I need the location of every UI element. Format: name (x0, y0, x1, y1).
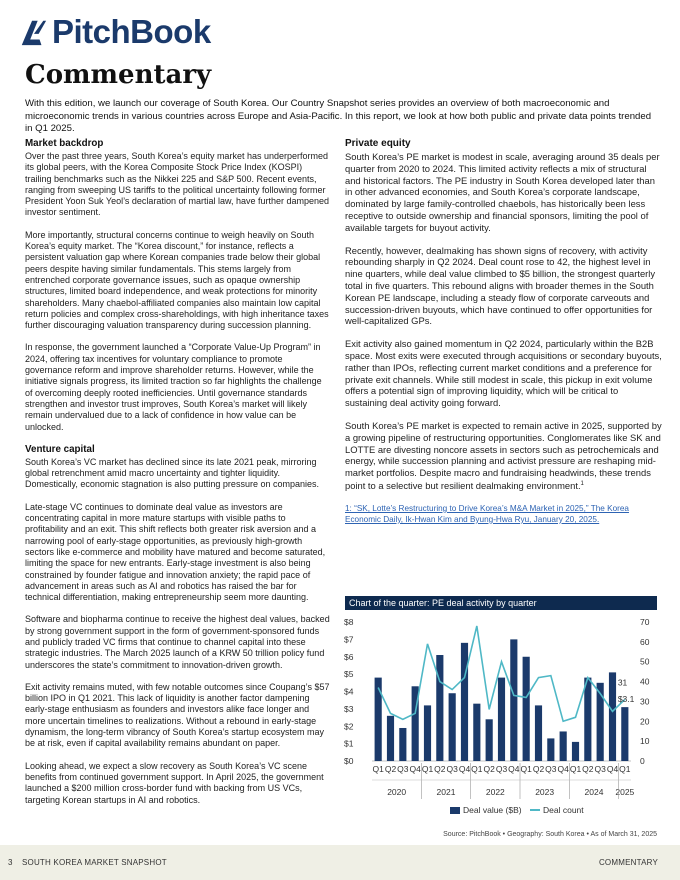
bar (510, 639, 517, 761)
x-tick-label: Q3 (397, 764, 409, 774)
left-column (25, 138, 330, 817)
bar (535, 705, 542, 761)
y-tick-right: 70 (640, 617, 650, 627)
x-tick-label: Q1 (520, 764, 532, 774)
bar (424, 705, 431, 761)
y-tick-right: 30 (640, 696, 650, 707)
y-tick-left: $4 (344, 686, 354, 697)
year-label: 2021 (436, 787, 456, 797)
bar (621, 707, 628, 761)
x-tick-label: Q4 (409, 764, 421, 774)
bar (473, 704, 480, 761)
x-tick-label: Q2 (483, 764, 495, 774)
paragraph: Late-stage VC continues to dominate deal value as investors are concentrating capital in more mature startups with visible paths to profitability and an exit. This shift reflects both greater risk aversion and a narrowing pool of early-stage opportunities, as previously high-growth sectors like e-commerce and mobility have matured and become saturated, limiting the space for new entrants. Early-stage investment is also being constrained by founder fatigue and innovation anxiety; the rapid pace of advancement in areas such as AI and robotics has raised the bar for technical differentiation, making entrepreneurship seem more daunting. (25, 501, 326, 603)
paragraph: Software and biopharma continue to receive the highest deal values, backed by strong government support in the form of government-sponsored funds and publicly traded VC firms that continue to channel capital into these strategic industries. The March 2025 launch of a KRW 50 trillion policy fund underscores the state’s commitment to innovation-driven growth. (25, 614, 330, 670)
x-tick-label: Q2 (434, 764, 446, 774)
paragraph: South Korea’s VC market has declined since its late 2021 peak, mirroring global retrenchment amid macro uncertainty and tighter liquidity. Domestically, economic stagnation is also putting pressure on companies. (25, 456, 319, 490)
bar (449, 693, 456, 761)
pitchbook-logo-icon (18, 17, 48, 47)
y-tick-left: $0 (344, 756, 354, 766)
bar (584, 678, 591, 761)
bar (461, 643, 468, 761)
y-tick-right: 40 (640, 676, 650, 687)
paragraph: Looking ahead, we expect a slow recovery as South Korea’s VC scene benefits from continued government support. In April 2025, the government launched a $200 million cross-border fund with backing from US VCs, targeting Korean startups in AI and robotics. (25, 760, 324, 805)
bar (560, 731, 567, 761)
x-tick-label: Q3 (545, 764, 557, 774)
x-tick-label: Q2 (384, 764, 397, 774)
bar (547, 738, 554, 761)
y-tick-left: $5 (344, 669, 354, 680)
x-tick-label: Q1 (471, 764, 483, 774)
x-tick-label: Q3 (594, 764, 606, 774)
x-tick-label: Q4 (508, 764, 520, 774)
section-heading-venture-capital: Venture capital (25, 443, 95, 455)
paragraph: Exit activity remains muted, with few notable outcomes since Coupang’s $57 billion IPO in Q1 2021. This lack of liquidity is another factor dampening early-stage enthusiasm as founders and investors alike face longer and more uncertain timelines to realizations. Without a rebound in early-stage dynamism, the long-term vibrancy of South Korea’s startup ecosystem may be at risk, even if capital availability remains abundant on paper. (25, 681, 330, 749)
y-tick-left: $8 (344, 617, 354, 627)
y-tick-left: $6 (344, 651, 354, 662)
x-tick-label: Q4 (606, 764, 619, 774)
y-tick-right: 20 (640, 716, 650, 727)
x-tick-label: Q1 (569, 764, 582, 774)
y-tick-right: 10 (640, 736, 650, 747)
paragraph: Recently, however, dealmaking has shown signs of recovery, with activity rebounding sharply in Q2 2024. Deal count rose to 42, the highest level in nine quarters, while deal value climbed to $5 billion, the strongest quarterly total in five quarters. This rebound aligns with broader themes in the South Korean PE landscape, including a steady flow of corporate carveouts and succession-driven buyouts, which have continued to offer opportunities for well-capitalized GPs. (345, 244, 656, 327)
year-label: 2025 (615, 787, 635, 797)
x-tick-label: Q3 (446, 764, 458, 774)
right-column (345, 138, 663, 525)
bar (523, 657, 530, 761)
bar (572, 742, 579, 761)
bar (486, 719, 493, 761)
paragraph: South Korea’s PE market is modest in scale, averaging around 35 deals per quarter from 2020 to 2024. This limited activity reflects a mix of structural and historical factors. The PE industry in South Korea developed later than in other advanced economies, and South Korea’s corporate landscape, dominated by large family-controlled chaebols, has historically been less receptive to outside ownership and financial sponsors, limiting the pool of available targets for buyout activity. (345, 151, 660, 233)
y-tick-left: $3 (344, 703, 354, 714)
line-data-label: 31 (617, 677, 628, 688)
y-tick-right: 60 (640, 636, 650, 647)
pitchbook-logo (18, 12, 211, 52)
page-title: Commentary (25, 60, 212, 90)
x-tick-label: Q4 (557, 764, 569, 774)
x-tick-label: Q2 (582, 764, 594, 774)
page-footer (0, 845, 680, 880)
paragraph: Exit activity also gained momentum in Q2 2024, particularly within the B2B space. Most exits were executed through acquisitions or secondary buyouts, rather than IPOs, reflecting current market conditions and a preference for private exit channels. While still modest in scale, this pickup in exit volume offers a potential sign of improving liquidity, which will be critical to sustaining deal activity going forward. (345, 338, 662, 409)
legend-label: Deal count (543, 805, 584, 815)
paragraph: Over the past three years, South Korea’s equity market has underperformed its global peers, with the Korea Composite Stock Price Index (KOSPI) trailing benchmarks such as the Nikkei 225 and S&P 500. Recent events, ranging from sweeping US tariffs to the political uncertainty following former President Yoon Suk Yeol’s declaration of martial law, have further dampened investor sentiment. (25, 151, 330, 218)
y-tick-left: $1 (344, 738, 354, 749)
x-tick-label: Q4 (458, 764, 471, 774)
x-tick-label: Q2 (532, 764, 545, 774)
footnote-link[interactable]: 1: “SK, Lotte’s Restructuring to Drive Korea’s M&A Market in 2025,” The Korea Economic Daily, Ik-Hwan Kim and Byung-Hwa Ryu, January 20, 2025. (345, 503, 629, 524)
source-note: Source: PitchBook • Geography: South Korea • As of March 31, 2025 (443, 831, 657, 838)
paragraph: More importantly, structural concerns continue to weigh heavily on South Korea’s equity market. The “Korea discount,” for instance, reflects a persistent valuation gap where Korean companies trade below their global peers despite having similar fundamentals. This stems largely from entrenched corporate governance issues, such as opaque ownership structures, limited board independence, and weak protections for minority shareholders. Many chaebol-affiliated companies also maintain low capital return policies and complex cross-shareholdings, with high inheritance taxes further discouraging valuation transparency during succession planning. (25, 229, 329, 331)
year-label: 2024 (584, 787, 604, 797)
paragraph-text: South Korea’s PE market is expected to remain active in 2025, supported by a growing pipeline of restructuring opportunities. Conglomerates like SK and LOTTE are divesting noncore assets in sectors such as petrochemicals and energy, while succession planning and activist pressure are reshaping mid-market portfolios. Despite macro and fundraising headwinds, these trends point to a selective but resilient dealmaking environment. (345, 419, 662, 492)
bar (436, 655, 443, 761)
x-tick-label: Q1 (372, 764, 384, 774)
legend-label: Deal value ($B) (463, 805, 522, 815)
bar (387, 716, 394, 761)
footer-section: COMMENTARY (598, 858, 658, 867)
page-number: 3 (8, 858, 13, 867)
section-heading-market-backdrop: Market backdrop (25, 138, 104, 149)
section-heading-private-equity: Private equity (345, 138, 411, 149)
x-tick-label: Q1 (619, 764, 631, 774)
year-label: 2020 (387, 787, 407, 797)
bar (609, 672, 616, 761)
chart-title: Chart of the quarter: PE deal activity by quarter (345, 596, 657, 610)
bar (399, 728, 406, 761)
y-tick-right: 0 (640, 756, 645, 766)
bar (375, 678, 382, 761)
footnote-marker: 1 (580, 480, 584, 487)
paragraph: In response, the government launched a “Corporate Value-Up Program” in 2024, offering tax incentives for voluntary compliance to promote governance reform and improve shareholder returns. However, while the initiative signals progress, its limited traction so far highlights the challenge of overcoming deeply rooted inefficiencies. Until governance standards strengthen and investor trust improves, South Korea’s market will likely remain undervalued due to a lack of confidence in how value can be unlocked. (25, 342, 322, 432)
brand-name: PitchBook (52, 13, 211, 50)
paragraph (345, 420, 663, 492)
bar-data-label: $3.1 (617, 694, 635, 705)
x-tick-label: Q1 (421, 764, 434, 774)
y-tick-right: 50 (640, 656, 650, 667)
y-tick-left: $7 (344, 634, 354, 645)
y-tick-left: $2 (344, 721, 354, 732)
year-label: 2023 (535, 787, 555, 797)
report-name: SOUTH KOREA MARKET SNAPSHOT (22, 858, 167, 867)
year-label: 2022 (485, 787, 505, 797)
x-tick-label: Q3 (495, 764, 508, 774)
intro-paragraph: With this edition, we launch our coverage of South Korea. Our Country Snapshot series provides an overview of both macroeconomic and microeconomic trends in various countries across Europe and Asia-Pacific. In this report, we look at how both public and private data points trended in Q1 2025. (25, 98, 652, 134)
legend-swatch-bar (450, 807, 460, 814)
pe-deal-activity-chart (340, 612, 660, 830)
bar (498, 678, 505, 761)
